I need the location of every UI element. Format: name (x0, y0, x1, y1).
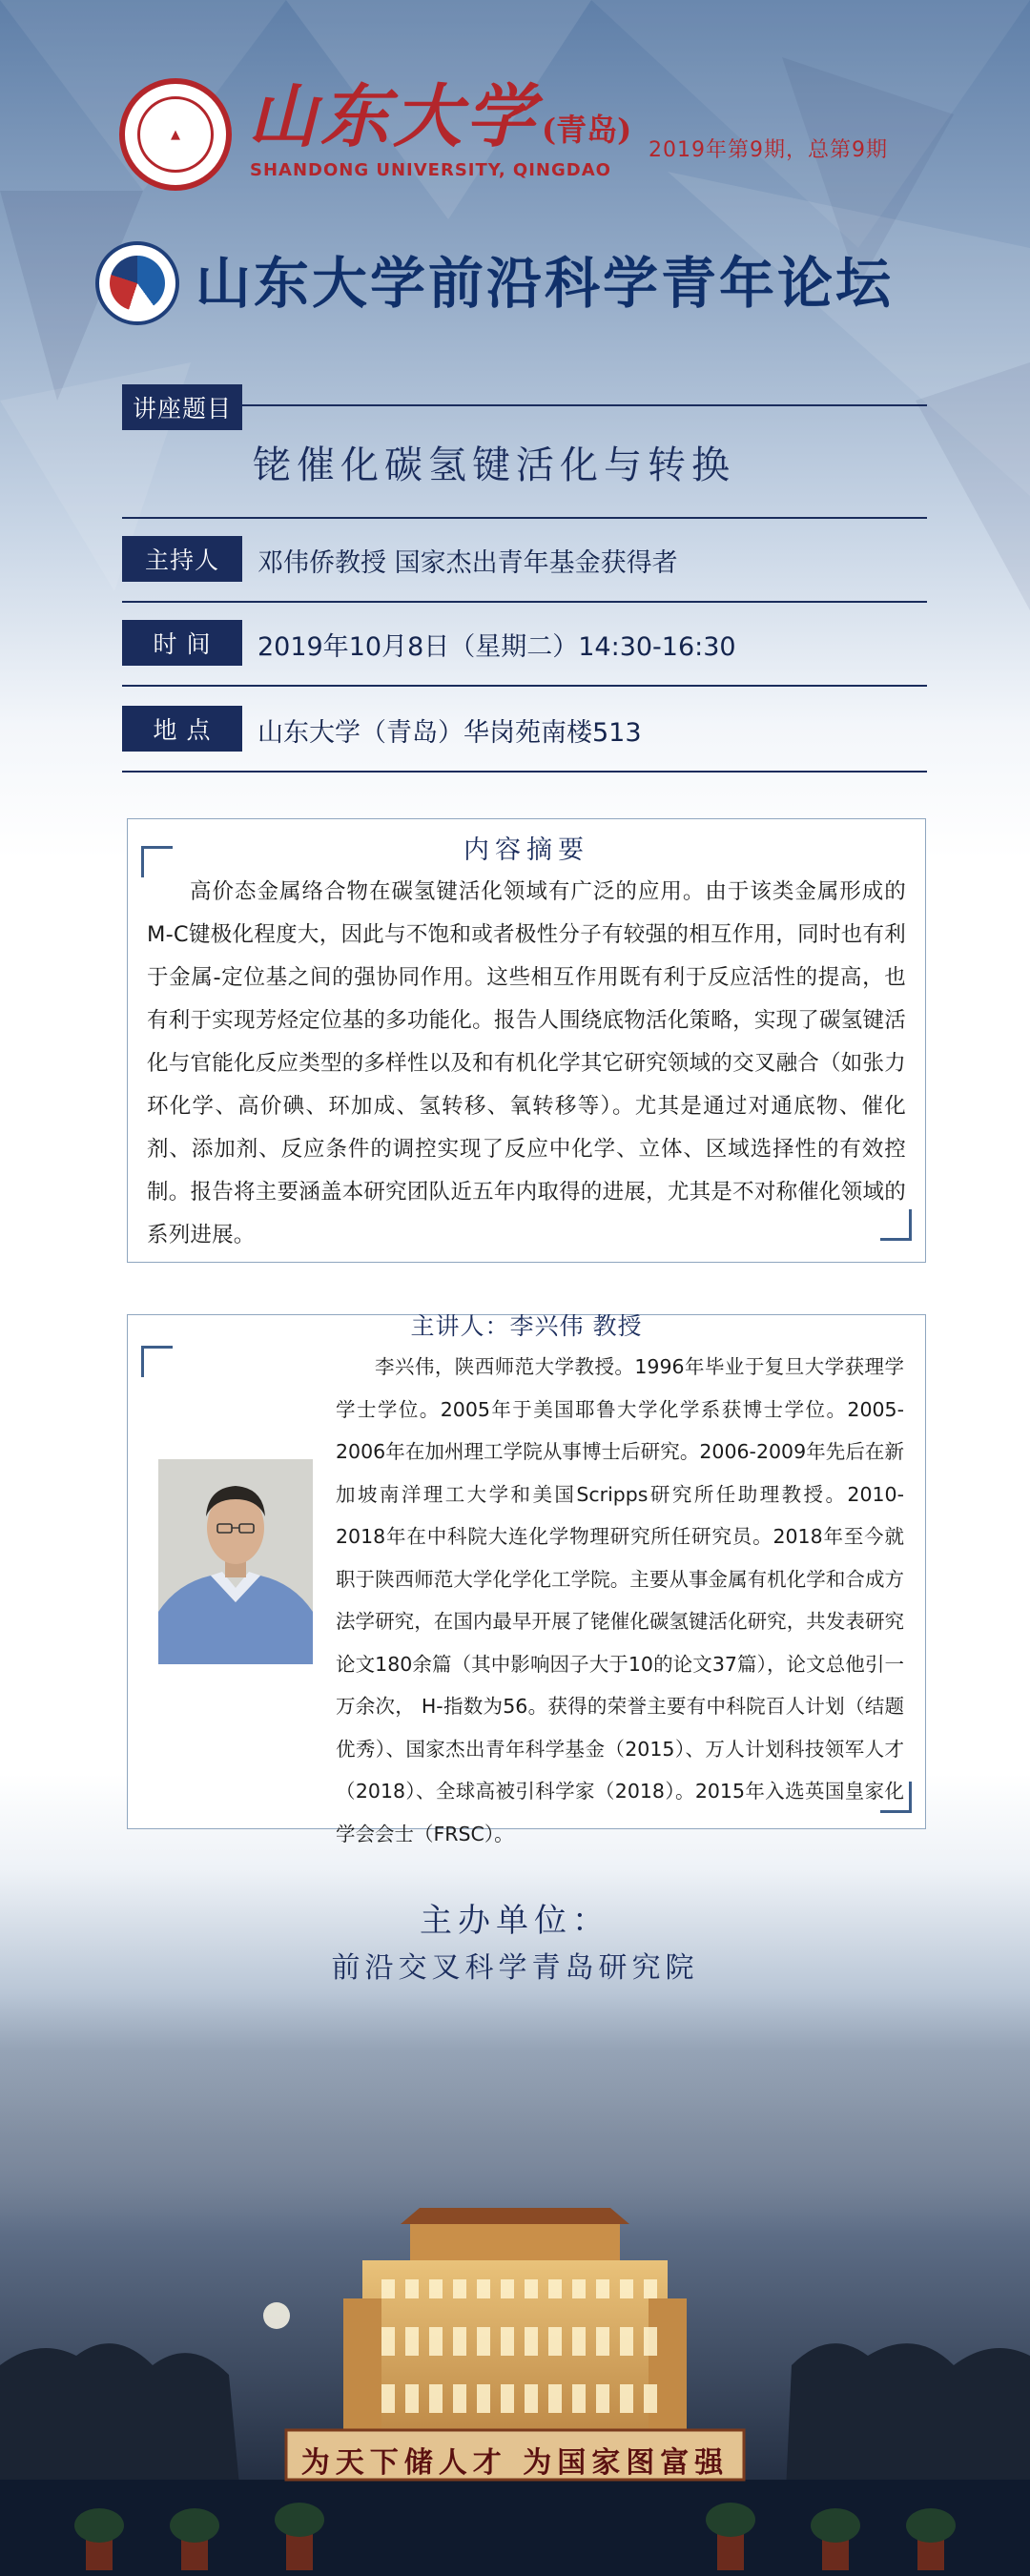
forum-title: 山东大学前沿科学青年论坛 (196, 251, 895, 316)
speaker-box (127, 1312, 926, 1845)
host-label: 主持人 (122, 536, 242, 582)
lecture-topic: 铑催化碳氢键活化与转换 (253, 443, 735, 487)
speaker-photo (158, 1459, 313, 1664)
campus-building-illustration (0, 2050, 1030, 2576)
university-seal-logo (119, 78, 232, 191)
university-name (248, 75, 632, 168)
seal-icon: ▲ (137, 96, 214, 173)
host-value: 邓伟侨教授 国家杰出青年基金获得者 (258, 548, 678, 578)
organizer-name: 前沿交叉科学青岛研究院 (331, 1951, 699, 1985)
place-value: 山东大学（青岛）华岗苑南楼513 (258, 718, 642, 748)
forum-logo (95, 241, 179, 325)
host-rule (122, 601, 927, 603)
speaker-bio: 李兴伟，陕西师范大学教授。1996年毕业于复旦大学获理学学士学位。2005年于美国耶鲁大学化学系获博士学位。2005-2006年在加州理工学院从事博士后研究。2006-2009年先后在新加坡南洋理工大学和美国Scripps研究所任助理教授。2010-2018年在中科院大连化学物理研究所任研究员。2018年至今就职于陕西师范大学化学化工学院。主要从事金属有机化学和合成方法学研究，在国内最早开展了铑催化碳氢键活化研究，共发表研究论文180余篇（其中影响因子大于10的论文37篇），论文总他引一万余次， H-指数为56。获得的荣誉主要有中科院百人计划（结题优秀）、国家杰出青年科学基金（2015）、万人计划科技领军人才（2018）、全球高被引科学家（2018）。2015年入选英国皇家化学会会士（FRSC）。 (336, 1355, 904, 1845)
time-label: 时 间 (122, 620, 242, 666)
topic-bottom-rule (122, 517, 927, 519)
speaker-heading: 主讲人：李兴伟 教授 (410, 1312, 643, 1340)
corner-decoration (141, 1346, 173, 1377)
abstract-text: 高价态金属络合物在碳氢键活化领域有广泛的应用。由于该类金属形成的M-C键极化程度大，因此与不饱和或者极性分子有较强的相互作用，同时也有利于金属-定位基之间的强协同作用。这些相互作用既有利于反应活性的提高，也有利于实现芳烃定位基的多功能化。报告人围绕底物活化策略，实现了碳氢键活化与官能化反应类型的多样性以及和有机化学其它研究领域的交叉融合（如张力环化学、高价碘、环加成、氢转移、氧转移等）。尤其是通过对通底物、催化剂、添加剂、反应条件的调控实现了反应中化学、立体、区域选择性的有效控制。报告将主要涵盖本研究团队近五年内取得的进展，尤其是不对称催化领域的系列进展。 (147, 879, 906, 1247)
abstract-box (127, 818, 926, 1263)
time-rule (122, 685, 927, 687)
university-campus: (青岛) (542, 112, 632, 148)
place-rule (122, 771, 927, 773)
time-value: 2019年10月8日（星期二）14:30-16:30 (258, 632, 736, 662)
university-name-text: 山东大学 (248, 75, 539, 156)
forum-emblem-icon (110, 256, 165, 311)
speaker-portrait-icon (158, 1459, 313, 1664)
topic-label: 讲座题目 (122, 384, 242, 430)
organizer-label: 主办单位： (420, 1902, 610, 1940)
university-name-en: SHANDONG UNIVERSITY, QINGDAO (250, 160, 611, 180)
issue-number: 2019年第9期，总第9期 (649, 138, 888, 162)
topic-rule (242, 404, 927, 406)
abstract-heading: 内容摘要 (464, 835, 589, 865)
campus-banner-text: 为天下储人才 为国家图富强 (300, 2446, 730, 2480)
place-label: 地 点 (122, 706, 242, 752)
